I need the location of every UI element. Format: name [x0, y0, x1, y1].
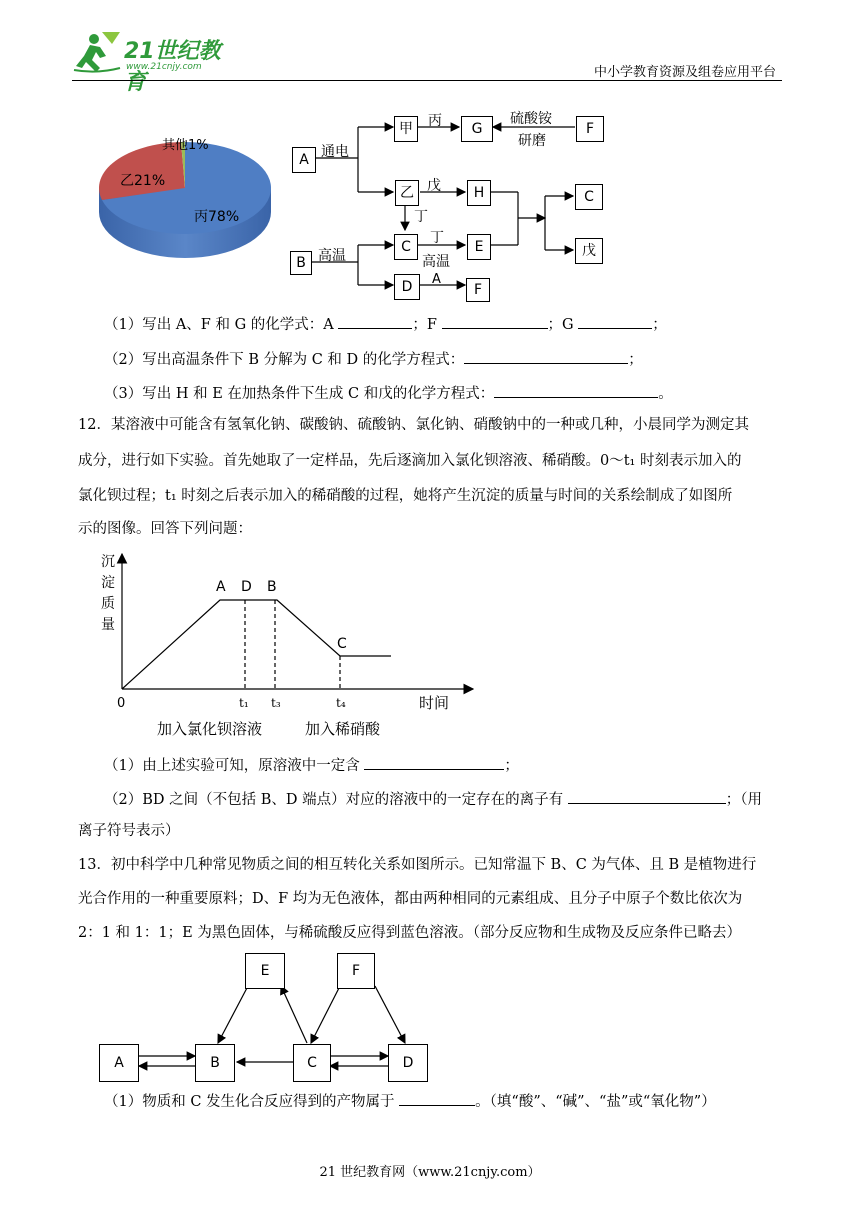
tick-t1: t₁: [239, 696, 249, 710]
blank-f[interactable]: [442, 314, 548, 329]
q11-box-H: H: [467, 180, 491, 206]
label-tongdian: 通电: [321, 144, 349, 160]
q11-box-wu: 戊: [575, 238, 603, 264]
q12-sub2b: 离子符号表示）: [78, 823, 180, 839]
logo-main: 21世纪教育: [124, 39, 221, 95]
blank-a[interactable]: [338, 314, 412, 329]
point-A: A: [216, 579, 226, 595]
q13-box-D: D: [388, 1044, 428, 1082]
label-ding1: 丁: [414, 209, 428, 225]
q11-sub1: （1）写出 A、F 和 G 的化学式：A ；F ；G ；: [104, 314, 667, 335]
q11-sub3: （3）写出 H 和 E 在加热条件下生成 C 和戊的化学方程式： 。: [104, 383, 673, 404]
pie-label-bing: 丙78%: [194, 209, 240, 225]
q12-line1: 12．某溶液中可能含有氢氧化钠、碳酸钠、硫酸钠、氯化钠、硝酸钠中的一种或几种，小晨同学为测定其: [78, 417, 749, 433]
x-axis-label: 时间: [419, 694, 450, 712]
q12-line2: 成分，进行如下实验。首先她取了一定样品，先后逐滴加入氯化钡溶液、稀硝酸。0～t₁ 时刻表示加入的: [78, 453, 742, 469]
point-B: B: [267, 579, 277, 595]
q13-sub1: （1）物质和 C 发生化合反应得到的产物属于 。（填“酸”、“碱”、“盐”或“氧化物”）: [104, 1091, 716, 1112]
q11-box-G: G: [461, 116, 493, 142]
blank-q13-1[interactable]: [399, 1091, 475, 1106]
q13-line3: 2：1 和 1：1；E 为黑色固体，与稀硫酸反应得到蓝色溶液。（部分反应物和生成物及反应条件已略去）: [78, 925, 742, 941]
blank-q12-1[interactable]: [364, 755, 504, 770]
pie-label-yi: 乙21%: [120, 173, 166, 189]
blank-q12-2[interactable]: [568, 789, 726, 804]
footer: 21 世纪教育网（www.21cnjy.com）: [319, 1165, 541, 1180]
label-a-arrow: A: [432, 272, 441, 287]
q11-box-F2: F: [466, 278, 490, 302]
pie-label-other: 其他1%: [162, 138, 209, 153]
label-gaowen1: 高温: [318, 248, 346, 264]
runner-logo-icon: [72, 30, 122, 76]
q13-box-B: B: [195, 1044, 235, 1082]
q13-box-A: A: [99, 1044, 139, 1082]
q11-box-C1: C: [575, 184, 603, 210]
q13-line2: 光合作用的一种重要原料；D、F 均为无色液体，都由两种相同的元素组成、且分子中原子个数比依次为: [78, 891, 743, 907]
point-D: D: [241, 579, 252, 595]
q11-box-A: A: [292, 147, 316, 173]
point-C: C: [337, 636, 347, 652]
header-logo: [72, 30, 242, 95]
q12-line4: 示的图像。回答下列问题：: [78, 521, 252, 537]
label-bing: 丙: [428, 113, 442, 129]
q12-sub2: （2）BD 之间（不包括 B、D 端点）对应的溶液中的一定存在的离子有 ；（用: [104, 789, 762, 810]
q12-line3: 氯化钡过程；t₁ 时刻之后表示加入的稀硝酸的过程，她将产生沉淀的质量与时间的关系绘制成了如图所: [78, 488, 733, 504]
q11-sub2: （2）写出高温条件下 B 分解为 C 和 D 的化学方程式： ；: [104, 349, 643, 370]
tick-t3: t₃: [271, 696, 281, 710]
blank-q11-3[interactable]: [494, 383, 658, 398]
phase2-label: 加入稀硝酸: [305, 720, 381, 738]
q13-box-F: F: [337, 953, 375, 989]
blank-q11-2[interactable]: [464, 349, 628, 364]
label-gaowen2: 高温: [422, 254, 450, 270]
q11-box-C2: C: [394, 234, 418, 260]
blank-g[interactable]: [578, 314, 652, 329]
label-yanmo: 研磨: [518, 133, 546, 149]
tick-t4: t₄: [336, 696, 346, 710]
label-wu: 戊: [427, 178, 441, 194]
q12-sub1: （1）由上述实验可知，原溶液中一定含 ；: [104, 755, 519, 776]
header-rule: [72, 80, 782, 81]
phase1-label: 加入氯化钡溶液: [157, 720, 263, 738]
q13-box-C: C: [293, 1044, 331, 1082]
q11-box-D: D: [394, 274, 420, 300]
logo-url: www.21cnjy.com: [126, 62, 202, 72]
label-ding2: 丁: [430, 230, 444, 246]
q12-graph: [95, 548, 495, 748]
q11-box-yi: 乙: [395, 180, 419, 206]
header-right-text: 中小学教育资源及组卷应用平台: [594, 65, 777, 80]
q13-line1: 13．初中科学中几种常见物质之间的相互转化关系如图所示。已知常温下 B、C 为气体、且 B 是植物进行: [78, 857, 757, 873]
q11-box-B: B: [290, 251, 312, 275]
q11-box-F1: F: [576, 116, 604, 142]
pie-chart: [96, 128, 282, 268]
y-axis-label: 沉 淀 质 量: [101, 554, 115, 633]
q11-box-jia: 甲: [394, 116, 418, 142]
label-liusuan: 硫酸铵: [510, 111, 552, 127]
q11-box-E: E: [467, 234, 491, 260]
q13-box-E: E: [245, 953, 285, 989]
origin-label: 0: [117, 696, 126, 711]
curve: [122, 600, 391, 689]
